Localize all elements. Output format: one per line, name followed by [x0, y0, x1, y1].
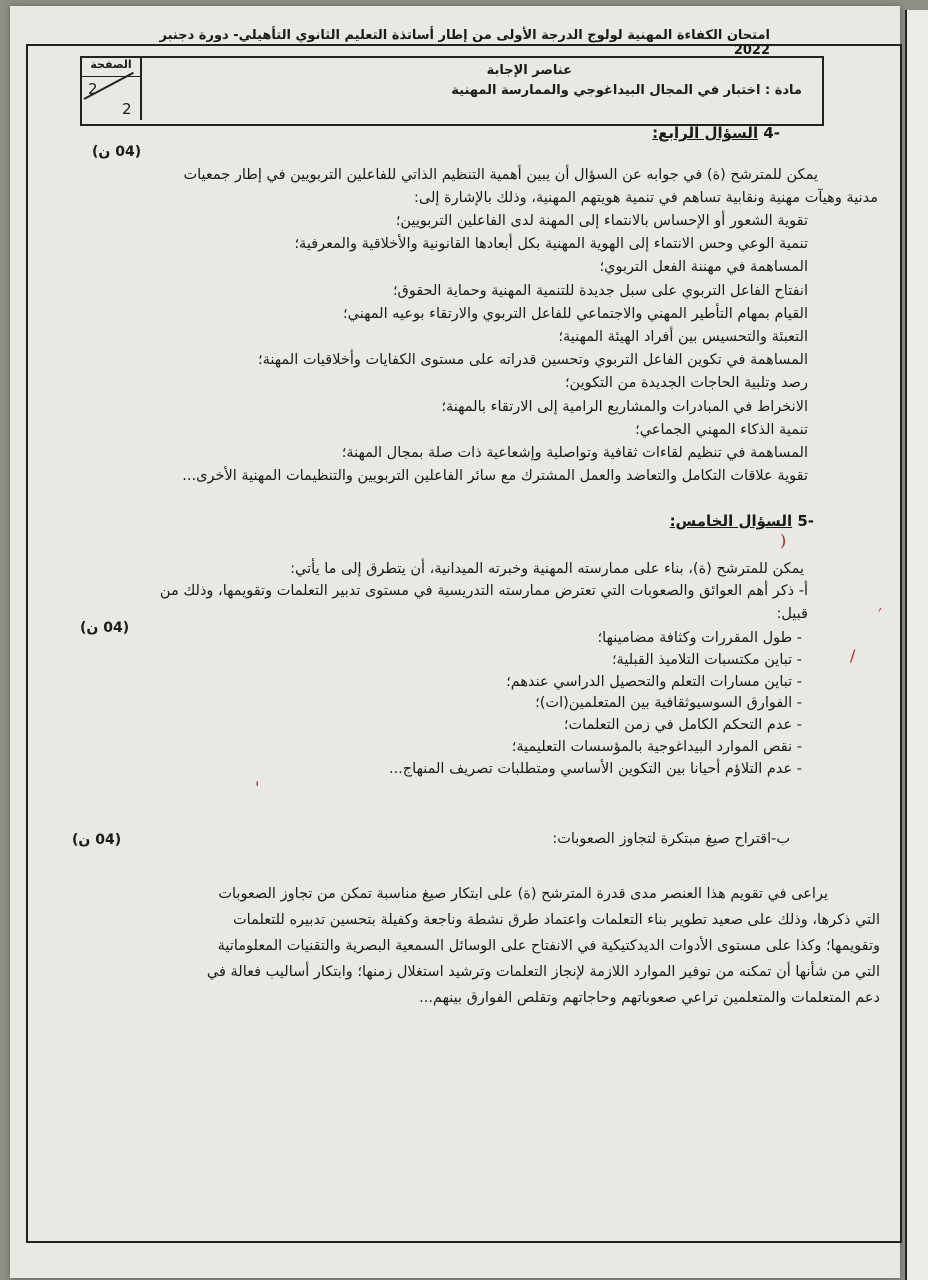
- list-item: رصد وتلبية الحاجات الجديدة من التكوين؛: [564, 375, 808, 392]
- q5-part-a: [18, 580, 808, 625]
- exam-sheet: [10, 6, 900, 1278]
- q5-number: -5: [797, 512, 814, 530]
- q5-title: السؤال الخامس:: [669, 512, 793, 530]
- exam-title: امتحان الكفاءة المهنية لولوج الدرجة الأولى من إطار أساتذة التعليم الثانوي التأهيلي- دورة دجنبر 2022: [159, 28, 770, 58]
- q4-list: [182, 210, 808, 488]
- red-mark: ׳: [878, 602, 882, 621]
- red-mark: ': [255, 778, 260, 797]
- header-subject: مادة : اختبار في المجال البيداغوجي والممارسة المهنية: [451, 83, 802, 98]
- list-item: القيام بمهام التأطير المهني والاجتماعي للفاعل التربوي والارتقاء بوعيه المهني؛: [343, 305, 808, 322]
- list-item: تنمية الذكاء المهني الجماعي؛: [635, 421, 808, 438]
- list-item: المساهمة في تنظيم لقاءات ثقافية وتواصلية وإشعاعية ذات صلة بمجال المهنة؛: [341, 445, 808, 462]
- list-item: - الفوارق السوسيوثقافية بين المتعلمين(ات)؛: [389, 693, 802, 715]
- header-box: [80, 56, 824, 126]
- q5-part-b-line: التي من شأنها أن تمكنه من توفير الموارد اللازمة لإنجاز التعلمات وترشيد استغلال زمنها؛ وابتكار أساليب فعالة في: [206, 964, 880, 980]
- q5-intro: يمكن للمترشح (ة)، بناء على ممارسته المهنية وخبرته الميدانية، أن يتطرق إلى ما يأتي:: [290, 561, 804, 577]
- adjacent-sheet-edge: [905, 10, 928, 1280]
- q5-part-a-line: أ- ذكر أهم العوائق والصعوبات التي تعترض ممارسته التدريسية في مستوى تدبير التعلمات وتقويمها، وذلك من: [159, 583, 808, 599]
- q4-intro-line: يمكن للمترشح (ة) في جوابه عن السؤال أن يبين أهمية التنظيم الذاتي للفاعلين التربويين في إطار جمعيات: [183, 167, 818, 183]
- q5-part-b-line: يراعى في تقويم هذا العنصر مدى قدرة المترشح (ة) على ابتكار صيغ مناسبة تمكن من تجاوز الصعوبات: [218, 886, 828, 902]
- q4-number: -4: [763, 124, 780, 142]
- list-item: المساهمة في مهننة الفعل التربوي؛: [599, 259, 808, 276]
- q4-heading: [652, 124, 780, 142]
- header-lines: [152, 61, 802, 101]
- page-number-box: [82, 58, 142, 120]
- red-mark: ): [780, 531, 787, 550]
- page-total: 2: [122, 100, 132, 118]
- list-item: - عدم التحكم الكامل في زمن التعلمات؛: [389, 715, 802, 737]
- page-label: الصفحة: [82, 58, 140, 77]
- q5-part-a-line: قبيل:: [776, 605, 808, 622]
- red-mark: /: [850, 646, 856, 665]
- list-item: تنمية الوعي وحس الانتماء إلى الهوية المهنية بكل أبعادها القانونية والأخلاقية والمعرفية؛: [294, 236, 808, 253]
- list-item: - عدم التلاؤم أحيانا بين التكوين الأساسي ومتطلبات تصريف المنهاج...: [389, 759, 802, 781]
- q4-intro-line: مدنية وهيآت مهنية ونقابية تساهم في تنمية هويتهم المهنية، وذلك بالإشارة إلى:: [414, 189, 878, 206]
- q5-part-a-points: (04 ن): [80, 620, 130, 636]
- q5-part-b-line: وتقويمها؛ وكذا على مستوى الأدوات الديدكتيكية في الانفتاح على الوسائل السمعية البصرية والتقنيات المعلوماتية: [217, 938, 880, 954]
- q5-part-b-line: دعم المتعلمات والمتعلمين تراعي صعوباتهم وحاجاتهم وتقلص الفوارق بينهم...: [419, 990, 880, 1006]
- q5-part-b-title: ب-اقتراح صيغ مبتكرة لتجاوز الصعوبات:: [552, 831, 790, 847]
- q4-title: السؤال الرابع:: [652, 124, 759, 142]
- q5-part-b-line: التي ذكرها، وذلك على صعيد تطوير بناء التعلمات واعتماد طرق نشطة وناجعة وكفيلة بتحسين تدبيره للتعلمات: [233, 912, 880, 928]
- header-subtitle: عناصر الإجابة: [486, 63, 572, 78]
- q5-heading: [670, 512, 814, 530]
- list-item: - نقص الموارد البيداغوجية بالمؤسسات التعليمية؛: [389, 737, 802, 759]
- q4-intro: [98, 164, 878, 209]
- q4-points: (04 ن): [92, 144, 142, 160]
- list-item: التعبئة والتحسيس بين أفراد الهيئة المهنية؛: [558, 329, 808, 346]
- list-item: تقوية علاقات التكامل والتعاضد والعمل المشترك مع سائر الفاعلين التربويين والتنظيمات المهنية الأخرى...: [182, 468, 808, 485]
- list-item: المساهمة في تكوين الفاعل التربوي وتحسين قدراته على مستوى الكفايات وأخلاقيات المهنة؛: [257, 352, 808, 369]
- list-item: الانخراط في المبادرات والمشاريع الرامية إلى الارتقاء بالمهنة؛: [441, 398, 808, 415]
- q5-part-a-list: [389, 628, 802, 781]
- q5-part-b-points: (04 ن): [72, 832, 122, 848]
- list-item: تقوية الشعور أو الإحساس بالانتماء إلى المهنة لدى الفاعلين التربويين؛: [395, 213, 808, 229]
- page-current: 2: [88, 80, 98, 98]
- q5-part-b-body: [90, 881, 880, 1011]
- list-item: - تباين مكتسبات التلاميذ القبلية؛: [389, 650, 802, 672]
- list-item: انفتاح الفاعل التربوي على سبل جديدة للتنمية المهنية وحماية الحقوق؛: [392, 282, 808, 299]
- list-item: - طول المقررات وكثافة مضامينها؛: [389, 628, 802, 650]
- list-item: - تباين مسارات التعلم والتحصيل الدراسي عندهم؛: [389, 672, 802, 694]
